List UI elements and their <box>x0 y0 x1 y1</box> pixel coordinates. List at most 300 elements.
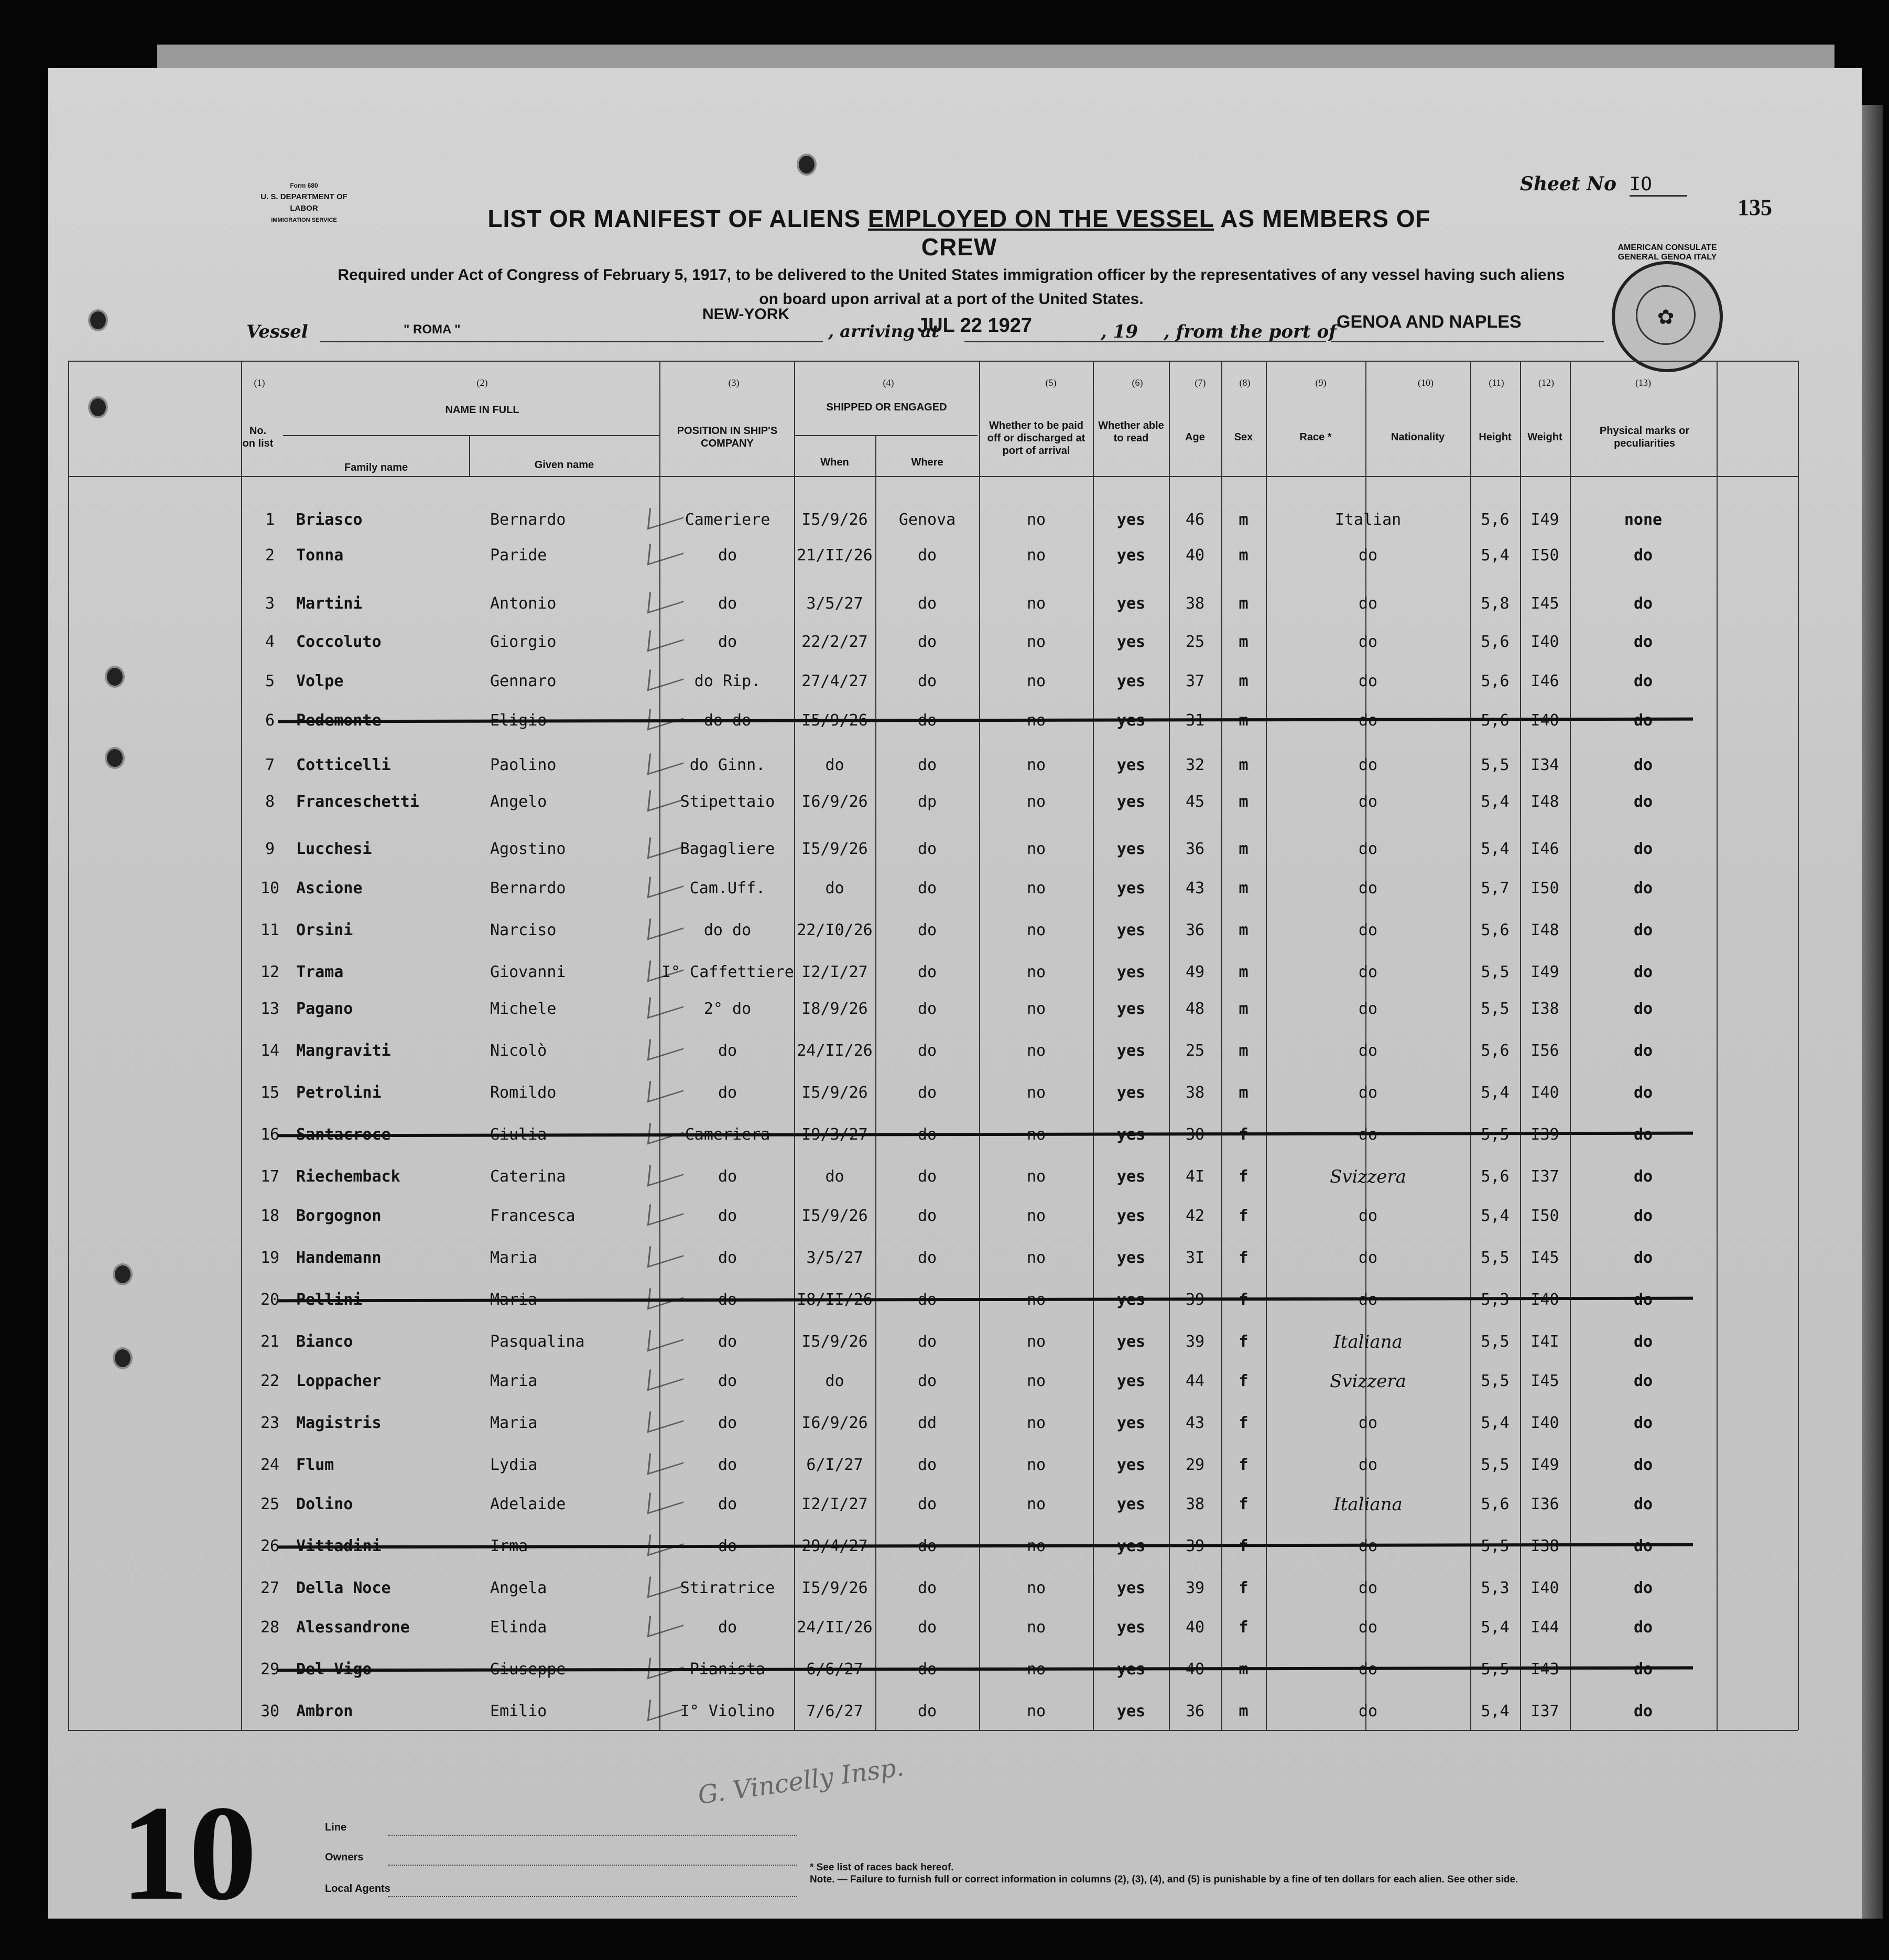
cell-paid: no <box>1026 793 1046 811</box>
cell-height: 5,6 <box>1481 1167 1510 1186</box>
cell-weight: I49 <box>1530 511 1559 529</box>
cell-family: Ascione <box>296 879 363 897</box>
cell-given: Giulia <box>490 1125 547 1144</box>
cell-sex: f <box>1239 1291 1249 1309</box>
cell-position: Cameriera <box>685 1125 770 1144</box>
cell-position: do do <box>703 711 752 730</box>
cell-sex: f <box>1239 1618 1249 1637</box>
cell-family: Dolino <box>296 1495 353 1513</box>
cell-marks: do <box>1633 1660 1653 1679</box>
cell-weight: I39 <box>1530 1125 1559 1144</box>
cell-family: Pagano <box>296 1000 353 1018</box>
table-row <box>0 1041 1889 1072</box>
cell-given: Gennaro <box>490 672 557 690</box>
table-row <box>0 1536 1889 1567</box>
cell-where: dp <box>917 793 937 811</box>
cell-sex: m <box>1239 1660 1249 1679</box>
table-row <box>0 755 1889 786</box>
cell-family: Martini <box>296 594 363 613</box>
cell-race: Italiana <box>1333 1494 1403 1515</box>
cell-sex: f <box>1239 1414 1249 1432</box>
cell-height: 5,5 <box>1481 1660 1510 1679</box>
cell-no: 5 <box>265 672 275 690</box>
cell-read: yes <box>1116 711 1146 730</box>
cell-marks: do <box>1633 1702 1653 1720</box>
cell-given: Giuseppe <box>490 1660 566 1679</box>
cell-given: Emilio <box>490 1702 547 1720</box>
cell-age: 38 <box>1185 1084 1205 1102</box>
cell-age: 40 <box>1185 1660 1205 1679</box>
cell-race: do <box>1358 1414 1378 1432</box>
cell-given: Elinda <box>490 1618 547 1637</box>
cell-weight: I37 <box>1530 1702 1559 1720</box>
arrival-date: JUL 22 1927 <box>917 315 1033 337</box>
cell-marks: do <box>1633 633 1653 651</box>
cell-family: Handemann <box>296 1249 382 1267</box>
cell-height: 5,4 <box>1481 793 1510 811</box>
races-note: * See list of races back hereof. <box>810 1862 954 1873</box>
cell-height: 5,4 <box>1481 1414 1510 1432</box>
cell-position: do <box>718 1333 737 1351</box>
cell-age: 38 <box>1185 1495 1205 1513</box>
cell-paid: no <box>1026 633 1046 651</box>
cell-weight: I40 <box>1530 1291 1559 1309</box>
table-row <box>0 1578 1889 1609</box>
cell-read: yes <box>1116 756 1146 774</box>
cell-given: Agostino <box>490 840 566 858</box>
cell-age: 25 <box>1185 633 1205 651</box>
cell-paid: no <box>1026 1042 1046 1060</box>
cell-no: 10 <box>260 879 280 897</box>
cell-paid: no <box>1026 1702 1046 1720</box>
cell-sex: m <box>1239 672 1249 690</box>
cell-read: yes <box>1116 1618 1146 1637</box>
cell-race: do <box>1358 793 1378 811</box>
header-able-to-read: Whether able to read <box>1098 420 1164 444</box>
header-position: POSITION IN SHIP'S COMPANY <box>677 425 778 449</box>
cell-family: Franceschetti <box>296 793 419 811</box>
header-where: Where <box>911 457 943 468</box>
cell-marks: do <box>1633 1495 1653 1513</box>
cell-paid: no <box>1026 840 1046 858</box>
cell-sex: m <box>1239 1702 1249 1720</box>
cell-height: 5,6 <box>1481 672 1510 690</box>
footer-owners-label: Owners <box>325 1851 364 1863</box>
cell-paid: no <box>1026 1537 1046 1555</box>
cell-position: do <box>718 1291 737 1309</box>
cell-read: yes <box>1116 1702 1146 1720</box>
vessel-label: Vessel <box>246 321 308 342</box>
cell-position: I° Caffettiere <box>661 963 794 981</box>
cell-family: Bianco <box>296 1333 353 1351</box>
cell-no: 15 <box>260 1084 280 1102</box>
cell-where: do <box>917 1291 937 1309</box>
table-row <box>0 1124 1889 1156</box>
cell-marks: do <box>1633 1579 1653 1597</box>
cell-height: 5,5 <box>1481 1537 1510 1555</box>
cell-family: Lucchesi <box>296 840 372 858</box>
cell-position: do <box>718 633 737 651</box>
cell-no: 6 <box>265 711 275 730</box>
cell-position: Pianista <box>689 1660 766 1679</box>
cell-sex: f <box>1239 1456 1249 1474</box>
cell-when: I6/9/26 <box>801 1414 868 1432</box>
header-age: Age <box>1185 431 1205 443</box>
cell-sex: m <box>1239 1000 1249 1018</box>
cell-weight: I38 <box>1530 1000 1559 1018</box>
cell-no: 11 <box>260 921 280 939</box>
cell-family: Loppacher <box>296 1372 382 1390</box>
cell-when: 7/6/27 <box>806 1702 863 1720</box>
header-family-name: Family name <box>344 462 408 473</box>
cell-where: do <box>917 672 937 690</box>
header-height: Height <box>1479 431 1512 443</box>
cell-marks: do <box>1633 1372 1653 1390</box>
cell-marks: do <box>1633 1207 1653 1225</box>
cell-height: 5,5 <box>1481 1456 1510 1474</box>
header-no-on-list: No. on list <box>242 425 274 449</box>
cell-height: 5,6 <box>1481 633 1510 651</box>
cell-when: I9/3/27 <box>801 1125 868 1144</box>
cell-given: Bernardo <box>490 511 566 529</box>
eagle-icon: ✿ <box>1636 285 1696 345</box>
cell-no: 22 <box>260 1372 280 1390</box>
vessel-name: " ROMA " <box>404 322 461 337</box>
cell-age: 29 <box>1185 1456 1205 1474</box>
cell-sex: m <box>1239 879 1249 897</box>
cell-sex: m <box>1239 546 1249 565</box>
cell-no: 17 <box>260 1167 280 1186</box>
cell-position: do <box>718 594 737 613</box>
cell-given: Eligio <box>490 711 547 730</box>
cell-where: dd <box>917 1414 937 1432</box>
cell-read: yes <box>1116 1167 1146 1186</box>
cell-family: Pedemonte <box>296 711 382 730</box>
cell-race: do <box>1358 711 1378 730</box>
cell-when: 29/4/27 <box>801 1537 868 1555</box>
cell-race: do <box>1358 840 1378 858</box>
cell-marks: do <box>1633 840 1653 858</box>
col-num-5: (5) <box>1045 377 1057 388</box>
cell-age: 44 <box>1185 1372 1205 1390</box>
cell-family: Tonna <box>296 546 344 565</box>
cell-sex: f <box>1239 1207 1249 1225</box>
cell-sex: m <box>1239 594 1249 613</box>
cell-where: do <box>917 1042 937 1060</box>
cell-race: do <box>1358 1291 1378 1309</box>
col-num-8: (8) <box>1239 377 1251 388</box>
sheet-number-value: IO <box>1630 174 1687 197</box>
cell-race: do <box>1358 1579 1378 1597</box>
cell-position: do <box>718 1456 737 1474</box>
cell-no: 28 <box>260 1618 280 1637</box>
header-shipped-engaged: SHIPPED OR ENGAGED <box>826 402 947 413</box>
cell-position: do <box>718 1537 737 1555</box>
cell-age: 4I <box>1185 1167 1205 1186</box>
cell-weight: I48 <box>1530 793 1559 811</box>
cell-race: do <box>1358 1660 1378 1679</box>
cell-race: Italiana <box>1333 1331 1403 1352</box>
cell-when: 6/I/27 <box>806 1456 863 1474</box>
cell-height: 5,6 <box>1481 921 1510 939</box>
cell-marks: none <box>1624 511 1663 529</box>
cell-marks: do <box>1633 711 1653 730</box>
cell-position: do do <box>703 921 752 939</box>
cell-sex: f <box>1239 1579 1249 1597</box>
cell-read: yes <box>1116 1495 1146 1513</box>
col-num-4: (4) <box>883 377 894 388</box>
cell-no: 2 <box>265 546 275 565</box>
cell-sex: m <box>1239 1084 1249 1102</box>
cell-given: Francesca <box>490 1207 576 1225</box>
cell-age: 39 <box>1185 1537 1205 1555</box>
cell-paid: no <box>1026 1207 1046 1225</box>
cell-no: 16 <box>260 1125 280 1144</box>
header-physical-marks: Physical marks or peculiarities <box>1599 425 1690 449</box>
cell-weight: I40 <box>1530 1414 1559 1432</box>
cell-given: Giovanni <box>490 963 566 981</box>
cell-position: do Rip. <box>694 672 761 690</box>
cell-no: 14 <box>260 1042 280 1060</box>
cell-age: 49 <box>1185 963 1205 981</box>
cell-family: Mangraviti <box>296 1042 391 1060</box>
cell-when: 27/4/27 <box>801 672 868 690</box>
cell-sex: m <box>1239 1042 1249 1060</box>
cell-paid: no <box>1026 1249 1046 1267</box>
cell-no: 21 <box>260 1333 280 1351</box>
cell-position: do <box>718 1042 737 1060</box>
table-row <box>0 878 1889 909</box>
cell-weight: I4I <box>1530 1333 1559 1351</box>
cell-family: Coccoluto <box>296 633 382 651</box>
requirement-line-1: Required under Act of Congress of February 5, 1917, to be delivered to the United States immigration officer by the representatives of any vessel having such aliens <box>338 266 1565 284</box>
cell-height: 5,6 <box>1481 511 1510 529</box>
cell-read: yes <box>1116 1537 1146 1555</box>
cell-weight: I40 <box>1530 711 1559 730</box>
cell-read: yes <box>1116 840 1146 858</box>
col-num-13: (13) <box>1635 377 1651 388</box>
cell-read: yes <box>1116 1000 1146 1018</box>
cell-height: 5,4 <box>1481 1084 1510 1102</box>
cell-given: Giorgio <box>490 633 557 651</box>
cell-height: 5,4 <box>1481 1207 1510 1225</box>
table-row <box>0 1701 1889 1732</box>
cell-read: yes <box>1116 672 1146 690</box>
cell-paid: no <box>1026 1084 1046 1102</box>
cell-paid: no <box>1026 1125 1046 1144</box>
cell-where: do <box>917 921 937 939</box>
cell-race: do <box>1358 756 1378 774</box>
cell-age: 3I <box>1185 1249 1205 1267</box>
service-name: IMMIGRATION SERVICE <box>271 217 337 223</box>
table-row <box>0 710 1889 742</box>
cell-weight: I46 <box>1530 672 1559 690</box>
cell-when: I2/I/27 <box>801 963 868 981</box>
title-part-2: AS MEMBERS OF CREW <box>921 205 1431 261</box>
cell-read: yes <box>1116 1291 1146 1309</box>
cell-no: 1 <box>265 511 275 529</box>
title-underlined: EMPLOYED ON THE VESSEL <box>867 205 1214 232</box>
cell-race: do <box>1358 1618 1378 1637</box>
cell-position: do <box>718 1084 737 1102</box>
cell-race: do <box>1358 546 1378 565</box>
cell-given: Maria <box>490 1249 538 1267</box>
cell-paid: no <box>1026 1495 1046 1513</box>
cell-sex: m <box>1239 511 1249 529</box>
header-weight: Weight <box>1527 431 1562 443</box>
cell-given: Angela <box>490 1579 547 1597</box>
cell-position: do <box>718 1249 737 1267</box>
cell-race: Svizzera <box>1330 1371 1406 1392</box>
cell-when: I5/9/26 <box>801 840 868 858</box>
cell-age: 36 <box>1185 1702 1205 1720</box>
cell-height: 5,7 <box>1481 879 1510 897</box>
cell-given: Angelo <box>490 793 547 811</box>
cell-family: Ambron <box>296 1702 353 1720</box>
cell-where: do <box>917 1167 937 1186</box>
table-row <box>0 920 1889 951</box>
cell-when: I5/9/26 <box>801 1207 868 1225</box>
cell-weight: I36 <box>1530 1495 1559 1513</box>
cell-age: 43 <box>1185 879 1205 897</box>
cell-marks: do <box>1633 921 1653 939</box>
cell-read: yes <box>1116 1372 1146 1390</box>
cell-age: 37 <box>1185 672 1205 690</box>
sheet-number-label: Sheet No <box>1520 173 1617 195</box>
cell-given: Maria <box>490 1372 538 1390</box>
table-row <box>0 1206 1889 1237</box>
cell-where: do <box>917 1702 937 1720</box>
cell-given: Lydia <box>490 1456 538 1474</box>
cell-race: do <box>1358 1000 1378 1018</box>
cell-marks: do <box>1633 1414 1653 1432</box>
col-num-7: (7) <box>1195 377 1206 388</box>
cell-when: 6/6/27 <box>806 1660 863 1679</box>
cell-paid: no <box>1026 756 1046 774</box>
cell-paid: no <box>1026 921 1046 939</box>
cell-where: do <box>917 1660 937 1679</box>
cell-paid: no <box>1026 1414 1046 1432</box>
header-nationality: Nationality <box>1391 431 1445 443</box>
cell-when: I5/9/26 <box>801 1084 868 1102</box>
cell-read: yes <box>1116 1084 1146 1102</box>
cell-age: 30 <box>1185 1125 1205 1144</box>
cell-age: 43 <box>1185 1414 1205 1432</box>
cell-position: do <box>718 1618 737 1637</box>
cell-marks: do <box>1633 1456 1653 1474</box>
cell-age: 36 <box>1185 840 1205 858</box>
cell-where: do <box>917 546 937 565</box>
table-row <box>0 671 1889 702</box>
inspector-signature: G. Vincelly Insp. <box>696 1752 906 1811</box>
cell-paid: no <box>1026 1618 1046 1637</box>
cell-family: Pellini <box>296 1291 363 1309</box>
cell-race: do <box>1358 1125 1378 1144</box>
cell-race: do <box>1358 1207 1378 1225</box>
cell-position: Bagagliere <box>680 840 775 858</box>
cell-when: do <box>825 1372 844 1390</box>
cell-family: Borgognon <box>296 1207 382 1225</box>
cell-no: 4 <box>265 633 275 651</box>
table-row <box>0 792 1889 823</box>
cell-read: yes <box>1116 511 1146 529</box>
cell-position: do <box>718 1495 737 1513</box>
cell-weight: I48 <box>1530 921 1559 939</box>
cell-paid: no <box>1026 1456 1046 1474</box>
cell-weight: I50 <box>1530 879 1559 897</box>
cell-no: 7 <box>265 756 275 774</box>
cell-no: 25 <box>260 1495 280 1513</box>
cell-position: do Ginn. <box>689 756 766 774</box>
cell-marks: do <box>1633 1291 1653 1309</box>
header-when: When <box>820 457 849 468</box>
cell-age: 31 <box>1185 711 1205 730</box>
cell-age: 48 <box>1185 1000 1205 1018</box>
cell-read: yes <box>1116 1125 1146 1144</box>
cell-read: yes <box>1116 1042 1146 1060</box>
table-row <box>0 1617 1889 1649</box>
cell-when: I5/9/26 <box>801 711 868 730</box>
col-num-9: (9) <box>1315 377 1327 388</box>
cell-weight: I50 <box>1530 546 1559 565</box>
cell-read: yes <box>1116 1414 1146 1432</box>
cell-weight: I45 <box>1530 1372 1559 1390</box>
cell-where: do <box>917 1084 937 1102</box>
cell-where: do <box>917 756 937 774</box>
table-row <box>0 1371 1889 1402</box>
cell-weight: I40 <box>1530 1084 1559 1102</box>
year-label: , 19 <box>1101 321 1138 342</box>
cell-height: 5,6 <box>1481 1042 1510 1060</box>
cell-sex: m <box>1239 756 1249 774</box>
cell-family: Magistris <box>296 1414 382 1432</box>
cell-height: 5,5 <box>1481 756 1510 774</box>
cell-sex: f <box>1239 1372 1249 1390</box>
cell-race: do <box>1358 879 1378 897</box>
cell-where: do <box>917 1125 937 1144</box>
cell-family: Volpe <box>296 672 344 690</box>
table-row <box>0 1331 1889 1363</box>
cell-family: Trama <box>296 963 344 981</box>
cell-sex: f <box>1239 1495 1249 1513</box>
cell-height: 5,5 <box>1481 1000 1510 1018</box>
cell-read: yes <box>1116 546 1146 565</box>
cell-height: 5,4 <box>1481 546 1510 565</box>
cell-marks: do <box>1633 1333 1653 1351</box>
header-name-in-full: NAME IN FULL <box>445 404 519 416</box>
cell-paid: no <box>1026 963 1046 981</box>
header-race: Race * <box>1299 431 1332 443</box>
cell-position: Stipettaio <box>680 793 775 811</box>
sheet-number-large: 10 <box>121 1778 257 1929</box>
cell-where: do <box>917 1537 937 1555</box>
cell-where: do <box>917 1495 937 1513</box>
cell-race: Svizzera <box>1330 1166 1406 1187</box>
cell-weight: I44 <box>1530 1618 1559 1637</box>
cell-family: Della Noce <box>296 1579 391 1597</box>
cell-no: 12 <box>260 963 280 981</box>
table-row <box>0 1659 1889 1691</box>
table-row <box>0 593 1889 625</box>
cell-paid: no <box>1026 1333 1046 1351</box>
cell-paid: no <box>1026 1660 1046 1679</box>
cell-race: do <box>1358 963 1378 981</box>
cell-sex: f <box>1239 1249 1249 1267</box>
cell-no: 26 <box>260 1537 280 1555</box>
cell-read: yes <box>1116 921 1146 939</box>
cell-marks: do <box>1633 1618 1653 1637</box>
cell-position: do <box>718 1167 737 1186</box>
